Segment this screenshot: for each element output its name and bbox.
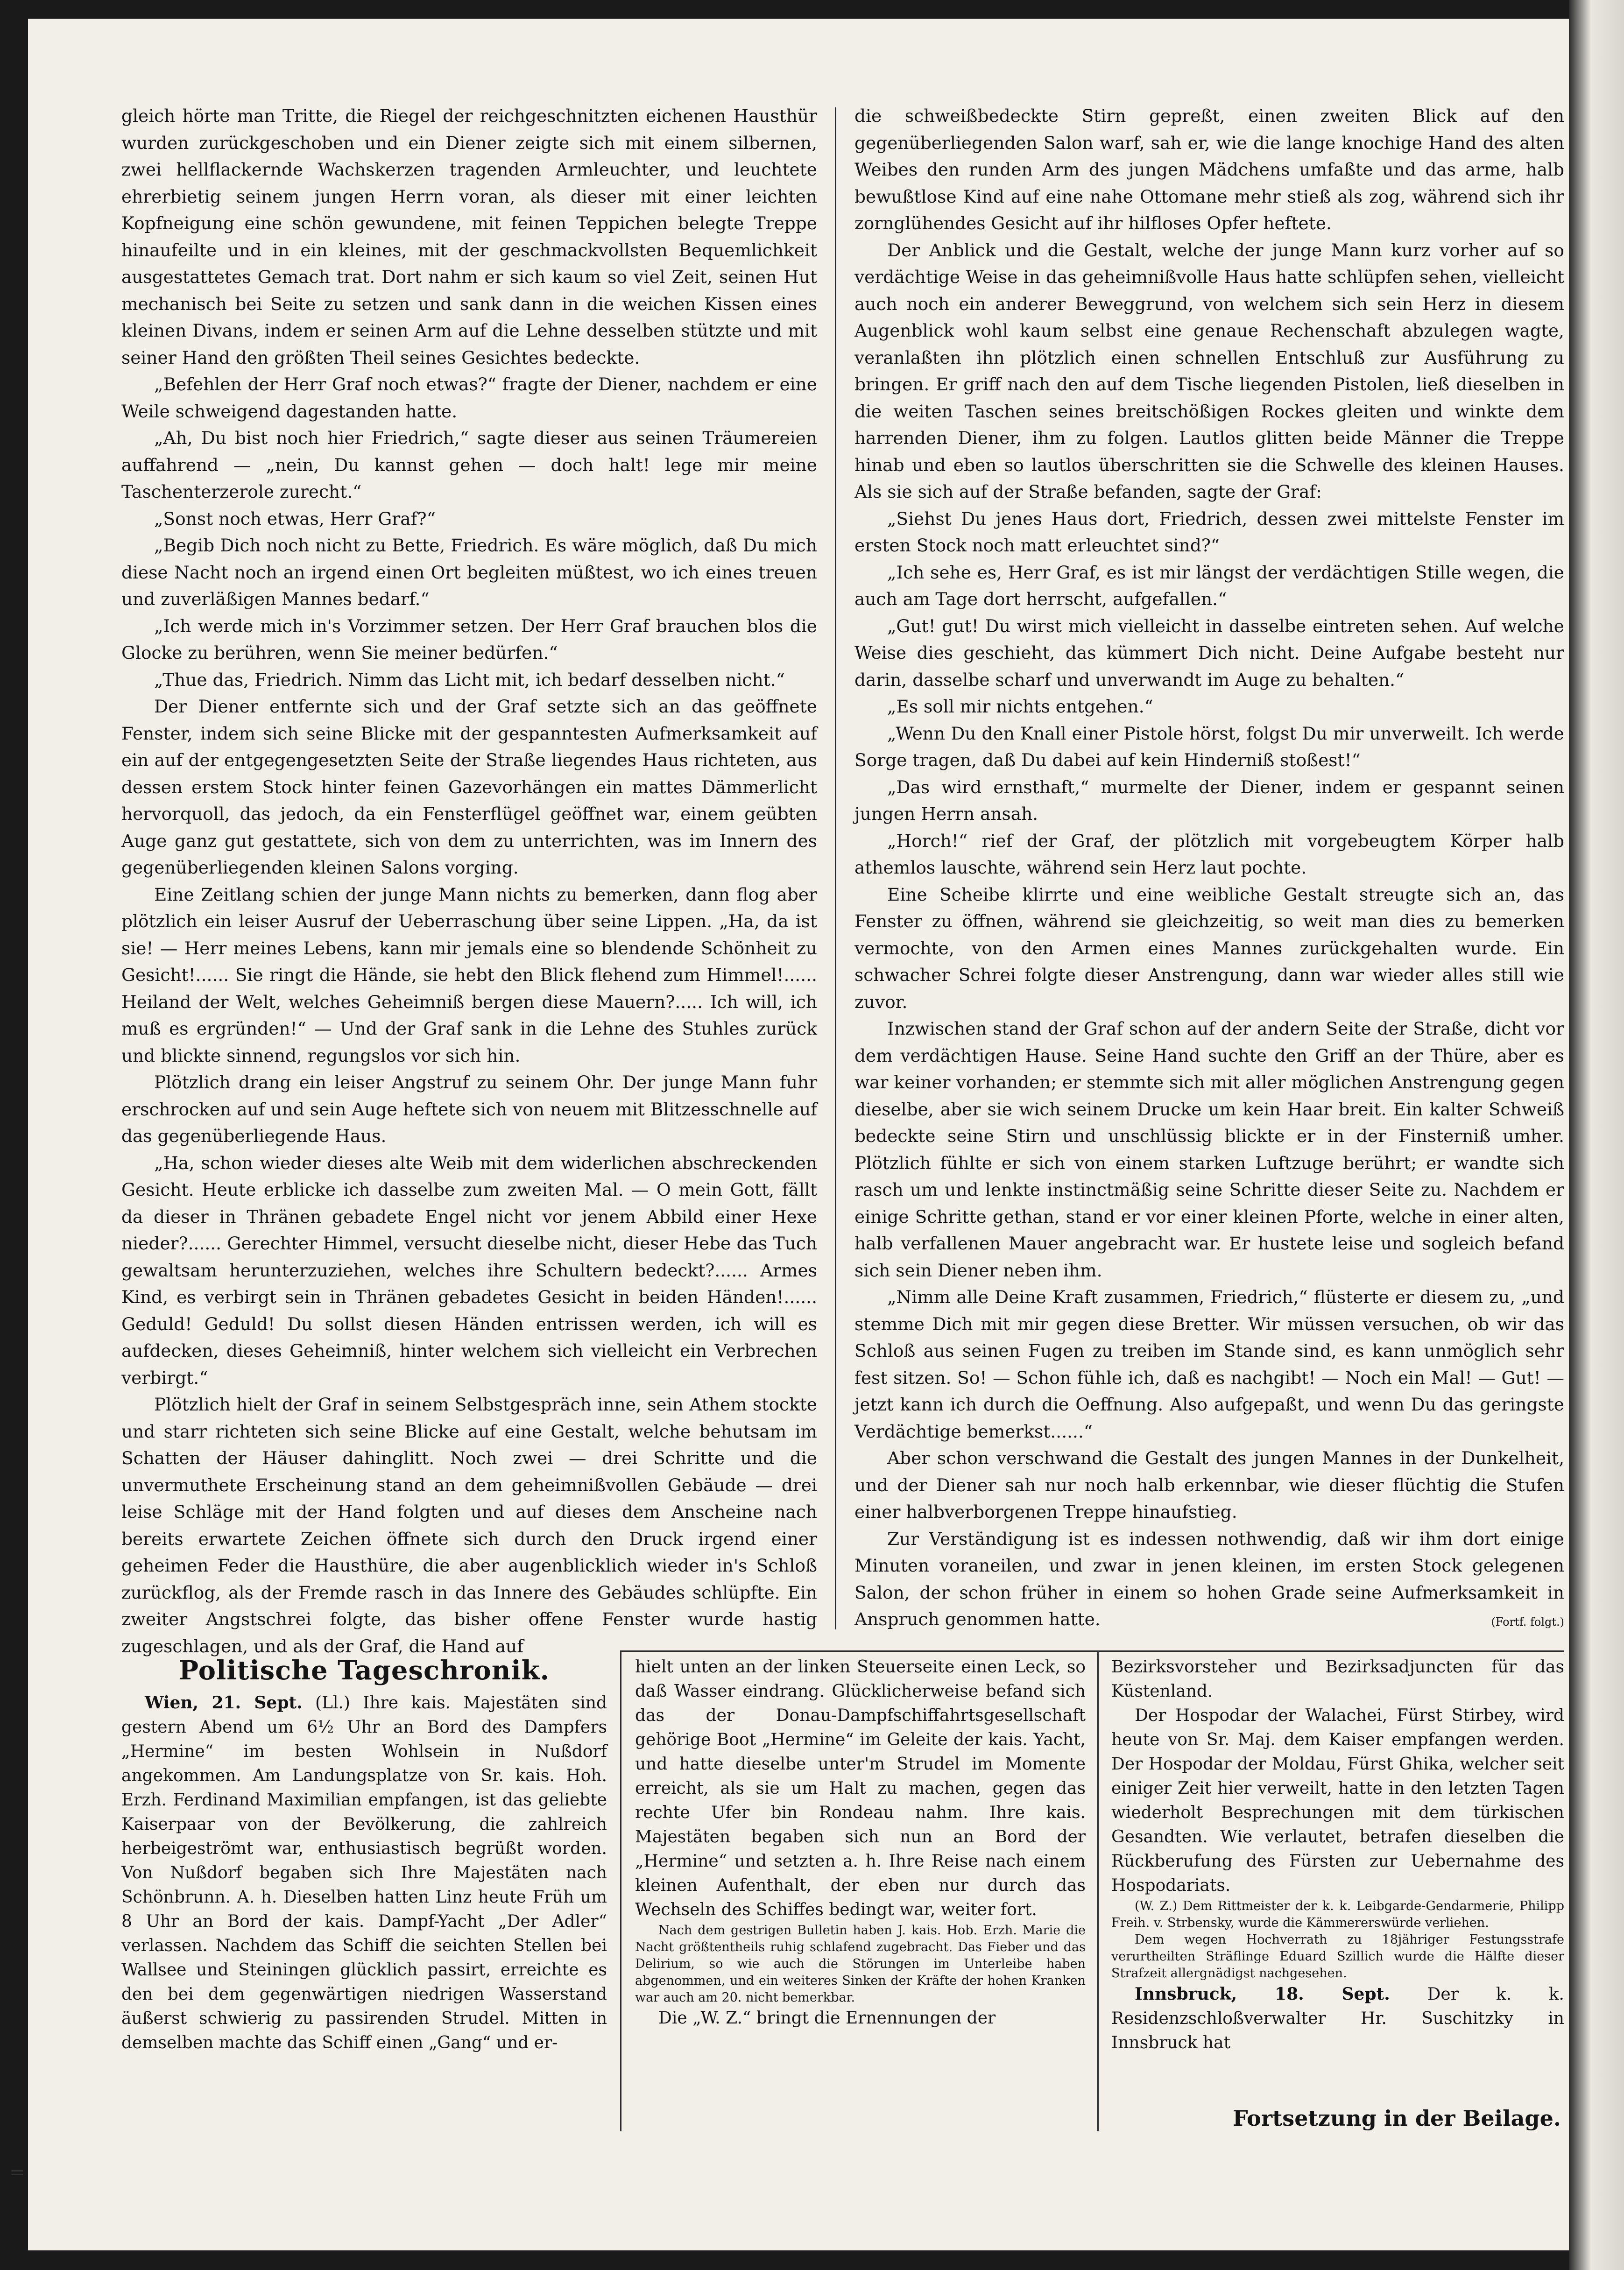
paragraph-small: Dem wegen Hochverrath zu 18jähriger Festungsstrafe verurtheilten Sträflinge Eduard Szillich wurde die Hälfte dieser Strafzeit allergnädigst nachgesehen.	[1111, 1932, 1564, 1981]
paragraph: Eine Zeitlang schien der junge Mann nichts zu bemerken, dann flog aber plötzlich ein leiser Ausruf der Ueberraschung über seine Lippen. „Ha, da ist sie! — Herr meines Lebens, kann mir jemals eine so blendende Schönheit zu Gesicht!...... Sie ringt die Hände, sie hebt den Blick flehend zum Himmel!...... Heiland der Welt, welches Geheimniß bergen diese Mauern?..... Ich will, ich muß es ergründen!“ — Und der Graf sank in die Lehne des Stuhles zurück und blickte sinnend, regungslos vor sich hin.	[121, 884, 817, 1066]
page-mark: =	[9, 2162, 25, 2183]
news-divider-2	[1097, 1650, 1099, 2131]
paragraph-text: Der k. k. Residenzschloßverwalter Hr. Suschitzky in Innsbruck hat	[1111, 1985, 1564, 2052]
paragraph: Eine Scheibe klirrte und eine weibliche Gestalt streugte sich an, das Fenster zu öffnen, während sie gleichzeitig, so weit man dies zu bemerken vermochte, von den Armen eines Mannes zurückgehalten wurde. Ein schwacher Schrei folgte dieser Anstrengung, dann war wieder alles still wie zuvor.	[854, 884, 1564, 1012]
paragraph	[854, 1526, 1564, 1633]
paragraph: „Ha, schon wieder dieses alte Weib mit dem widerlichen abschreckenden Gesicht. Heute erblicke ich dasselbe zum zweiten Mal. — O mein Gott, fällt da dieser in Thränen gebadete Engel nicht vor jenem Abbild einer Hexe nieder?...... Gerechter Himmel, versucht dieselbe nicht, dieser Hebe das Tuch gewaltsam herunterzuziehen, welches ihre Schultern bedeckt?...... Armes Kind, es verbirgt sein in Thränen gebadetes Gesicht in beiden Händen!...... Geduld! Geduld! Du sollst diesen Händen entrissen werden, ich will es aufdecken, dieses Geheimniß, hinter welchem sich vielleicht ein Verbrechen verbirgt.“	[121, 1152, 817, 1388]
continued-notice: Fortsetzung in der Beilage.	[1233, 2106, 1561, 2131]
news-divider-1	[620, 1650, 621, 2131]
paragraph-text: Zur Verständigung ist es indessen nothwendig, daß wir ihm dort einige Minuten voraneilen, und zwar in jenen kleinen, im ersten Stock gelegenen Salon, der schon früher in einem so hohen Grade seine Aufmerksamkeit in Anspruch genommen hatte.	[854, 1528, 1564, 1629]
paragraph-text: (Ll.) Ihre kais. Majestäten sind gestern Abend um 6½ Uhr an Bord des Dampfers „Hermine“ im besten Wohlsein in Nußdorf angekommen. Am Landungsplatze von Sr. kais. Hoh. Erzh. Ferdinand Maximilian empfangen, ist das geliebte Kaiserpaar von der Bevölkerung, die zahlreich herbeigeströmt war, enthusiastisch begrüßt worden. Von Nußdorf begaben sich Ihre Majestäten nach Schönbrunn. A. h. Dieselben hatten Linz heute Früh um 8 Uhr an Bord der kais. Dampf-Yacht „Der Adler“ verlassen. Nachdem das Schiff die seichten Stellen bei Wallsee und Steiningen glücklich passirt, erreichte es den bei dem gegenwärtigen niedrigen Wasserstand äußerst schwierig zu passirenden Strudel. Mitten in demselben machte das Schiff einen „Gang“ und er-	[121, 1693, 607, 2052]
paragraph: Der Anblick und die Gestalt, welche der junge Mann kurz vorher auf so verdächtige Weise in das geheimnißvolle Haus hatte schlüpfen sehen, vielleicht auch noch ein anderer Beweggrund, von welchem sich sein Herz in diesem Augenblick wohl kaum selbst eine genaue Rechenschaft abzulegen wagte, veranlaßten ihn plötzlich einen schnellen Entschluß zur Ausführung zu bringen. Er griff nach den auf dem Tische liegenden Pistolen, ließ dieselben in die weiten Taschen seines breitschößigen Rockes gleiten und winkte dem harrenden Diener, ihm zu folgen. Lautlos glitten beide Männer die Treppe hinab und eben so lautlos überschritten sie die Schwelle des kleinen Hauses. Als sie sich auf der Straße befanden, sagte der Graf:	[854, 240, 1564, 502]
paragraph: „Nimm alle Deine Kraft zusammen, Friedrich,“ flüsterte er diesem zu, „und stemme Dich mit mir gegen diese Bretter. Wir müssen versuchen, ob wir das Schloß aus seinen Fugen zu treiben im Stande sind, es kann unmöglich sehr fest sitzen. So! — Schon fühle ich, daß es nachgibt! — Noch ein Mal! — Gut! — jetzt kann ich durch die Oeffnung. Also aufgepaßt, und wenn Du das geringste Verdächtige bemerkst......“	[854, 1287, 1564, 1442]
paragraph: „Ah, Du bist noch hier Friedrich,“ sagte dieser aus seinen Träumereien auffahrend — „nein, Du kannst gehen — doch halt! lege mir meine Taschenterzerole zurecht.“	[121, 428, 817, 502]
paragraph: Der Hospodar der Walachei, Fürst Stirbey, wird heute von Sr. Maj. dem Kaiser empfangen werden. Der Hospodar der Moldau, Fürst Ghika, welcher seit einiger Zeit hier verweilt, hatte in den letzten Tagen wiederholt Besprechungen mit dem türkischen Gesandten. Wie verlautet, betrafen dieselben die Rückberufung des Fürsten zur Uebernahme des Hospodariats.	[1111, 1706, 1564, 1895]
paragraph: Plötzlich drang ein leiser Angstruf zu seinem Ohr. Der junge Mann fuhr erschrocken auf und sein Auge heftete sich von neuem mit Blitzesschnelle auf das gegenüberliegende Haus.	[121, 1072, 817, 1146]
paragraph-small: (W. Z.) Dem Rittmeister der k. k. Leibgarde-Gendarmerie, Philipp Freih. v. Strbensky, wurde die Kämmererswürde verliehen.	[1111, 1899, 1564, 1930]
paragraph: „Das wird ernsthaft,“ murmelte der Diener, indem er gespannt seinen jungen Herrn ansah.	[854, 776, 1564, 824]
paragraph: „Siehst Du jenes Haus dort, Friedrich, dessen zwei mittelste Fenster im ersten Stock noch matt erleuchtet sind?“	[854, 508, 1564, 556]
paragraph: hielt unten an der linken Steuerseite einen Leck, so daß Wasser eindrang. Glücklicherweise befand sich das der Donau-Dampfschiffahrtsgesellschaft gehörige Boot „Hermine“ im Geleite der kais. Yacht, und hatte dieselbe unter'm Strudel im Momente erreicht, als sie um Halt zu machen, gegen das rechte Ufer bin Rondeau nahm. Ihre kais. Majestäten begaben sich nun an Bord der „Hermine“ und setzten a. h. Ihre Reise nach einem kleinen Aufenthalt, der eben nur durch das Wechseln des Schiffes bedingt war, weiter fort.	[635, 1657, 1086, 1919]
continuation-note: (Fortf. folgt.)	[1491, 1615, 1564, 1628]
serial-column-left	[121, 103, 817, 1657]
dateline: Wien, 21. Sept.	[145, 1693, 303, 1713]
newspaper-page	[28, 19, 1569, 2250]
paragraph: die schweißbedeckte Stirn gepreßt, einen zweiten Blick auf den gegenüberliegenden Salon warf, sah er, wie die lange knochige Hand des alten Weibes den runden Arm des jungen Mädchens umfaßte und das arme, halb bewußtlose Kind auf eine nahe Ottomane mehr stieß als zog, während sich ihr zornglühendes Gesicht auf ihr hilfloses Opfer heftete.	[854, 106, 1564, 233]
news-column-1	[121, 1655, 607, 2131]
news-column-2	[635, 1655, 1086, 2131]
paragraph: „Thue das, Friedrich. Nimm das Licht mit, ich bedarf desselben nicht.“	[154, 669, 785, 690]
paragraph: Bezirksvorsteher und Bezirksadjuncten für das Küstenland.	[1111, 1657, 1564, 1701]
section-heading: Politische Tageschronik.	[179, 1655, 550, 1686]
paragraph: Inzwischen stand der Graf schon auf der andern Seite der Straße, dicht vor dem verdächtigen Hause. Seine Hand suchte den Griff an der Thüre, aber es war keiner vorhanden; er stemmte sich mit aller möglichen Anstrengung gegen dieselbe, aber sie wich seinem Drucke um kein Haar breit. Ein kalter Schweiß bedeckte seine Stirn und unschlüssig blickte er in der Finsterniß umher. Plötzlich fühlte er sich von einem starken Luftzuge berührt; er wandte sich rasch um und lenkte instinctmäßig seine Schritte dieser Seite zu. Nachdem er einige Schritte gethan, stand er vor einer kleinen Pforte, welche in einer alten, halb verfallenen Mauer angebracht war. Er hustete leise und sogleich befand sich sein Diener neben ihm.	[854, 1018, 1564, 1281]
paragraph: „Befehlen der Herr Graf noch etwas?“ fragte der Diener, nachdem er eine Weile schweigend dagestanden hatte.	[121, 374, 817, 422]
paragraph: „Sonst noch etwas, Herr Graf?“	[154, 508, 436, 529]
dateline: Innsbruck, 18. Sept.	[1135, 1984, 1390, 2004]
paragraph: gleich hörte man Tritte, die Riegel der reichgeschnitzten eichenen Hausthür wurden zurückgeschoben und ein Diener zeigte sich mit einem silbernen, zwei hellflackernde Wachskerzen tragenden Armleuchter, und leuchtete ehrerbietig seinem jungen Herrn voran, als dieser mit einer leichten Kopfneigung eine schön gewundene, mit feinen Teppichen belegte Treppe hinaufeilte und in ein kleines, mit der geschmackvollsten Bequemlichkeit ausgestattetes Gemach trat. Dort nahm er sich kaum so viel Zeit, seinen Hut mechanisch bei Seite zu setzen und sank dann in die weichen Kissen eines kleinen Divans, indem er seinen Arm auf die Lehne desselben stützte und mit seiner Hand den größten Theil seines Gesichtes bedeckte.	[121, 106, 817, 368]
page-edge	[1569, 0, 1624, 2270]
paragraph: Plötzlich hielt der Graf in seinem Selbstgespräch inne, sein Athem stockte und starr richteten sich seine Blicke auf eine Gestalt, welche behutsam im Schatten der Häuser dahinglitt. Noch zwei — drei Schritte und die unvermuthete Erscheinung stand an dem geheimnißvollen Gebäude — drei leise Schläge mit der Hand folgten und auf dieses dem Anscheine nach bereits erwartete Zeichen öffnete sich durch den Druck irgend einer geheimen Feder die Hausthüre, die aber augenblicklich wieder in's Schloß zurückflog, als der Fremde rasch in das Innere des Gebäudes schlüpfte. Ein zweiter Angstschrei folgte, das bisher offene Fenster wurde hastig zugeschlagen, und als der Graf, die Hand auf	[121, 1394, 817, 1657]
paragraph-small: Nach dem gestrigen Bulletin haben J. kais. Hob. Erzh. Marie die Nacht größtentheils ruhig schlafend zugebracht. Das Fieber und das Delirium, so wie auch die Störungen im Unterleibe haben abgenommen, und ein weiteres Sinken der Kräfte der hohen Kranken war auch am 20. nicht bemerkbar.	[635, 1923, 1086, 2005]
paragraph: „Es soll mir nichts entgehen.“	[887, 696, 1153, 717]
column-divider	[835, 107, 836, 1629]
paragraph: „Wenn Du den Knall einer Pistole hörst, folgst Du mir unverweilt. Ich werde Sorge tragen, daß Du dabei auf kein Hinderniß stoßest!“	[854, 723, 1564, 770]
news-top-rule	[621, 1650, 1564, 1652]
paragraph	[1111, 1982, 1564, 2055]
serial-column-right	[854, 103, 1564, 1643]
paragraph: Aber schon verschwand die Gestalt des jungen Mannes in der Dunkelheit, und der Diener sah nur noch halb erkennbar, wie dieser flüchtig die Stufen einer halbverborgenen Treppe hinaufstieg.	[854, 1448, 1564, 1522]
paragraph: „Gut! gut! Du wirst mich vielleicht in dasselbe eintreten sehen. Auf welche Weise dies geschieht, das kümmert Dich nicht. Deine Aufgabe besteht nur darin, dasselbe scharf und unverwandt im Auge zu behalten.“	[854, 615, 1564, 690]
news-column-3	[1111, 1655, 1564, 2131]
paragraph: „Ich werde mich in's Vorzimmer setzen. Der Herr Graf brauchen blos die Glocke zu berühren, wenn Sie meiner bedürfen.“	[121, 615, 817, 663]
paragraph	[121, 1691, 607, 2055]
paragraph: Die „W. Z.“ bringt die Ernennungen der	[658, 2009, 996, 2028]
paragraph: „Ich sehe es, Herr Graf, es ist mir längst der verdächtigen Stille wegen, die auch am Tage dort herrscht, aufgefallen.“	[854, 562, 1564, 609]
paragraph: „Horch!“ rief der Graf, der plötzlich mit vorgebeugtem Körper halb athemlos lauschte, während sein Herz laut pochte.	[854, 830, 1564, 878]
paragraph: „Begib Dich noch nicht zu Bette, Friedrich. Es wäre möglich, daß Du mich diese Nacht noch an irgend einen Ort begleiten müßtest, wo ich eines treuen und zuverläßigen Mannes bedarf.“	[121, 535, 817, 609]
paragraph: Der Diener entfernte sich und der Graf setzte sich an das geöffnete Fenster, indem sich seine Blicke mit der gespanntesten Aufmerksamkeit auf ein auf der entgegengesetzten Seite der Straße liegendes Haus richteten, aus dessen erstem Stock hinter feinen Gazevorhängen ein mattes Dämmerlicht hervorquoll, das jedoch, da ein Fensterflügel geöffnet war, einem geübten Auge ganz gut gestattete, sich von dem zu unterrichten, was im Innern des gegenüberliegenden kleinen Salons vorging.	[121, 696, 817, 878]
